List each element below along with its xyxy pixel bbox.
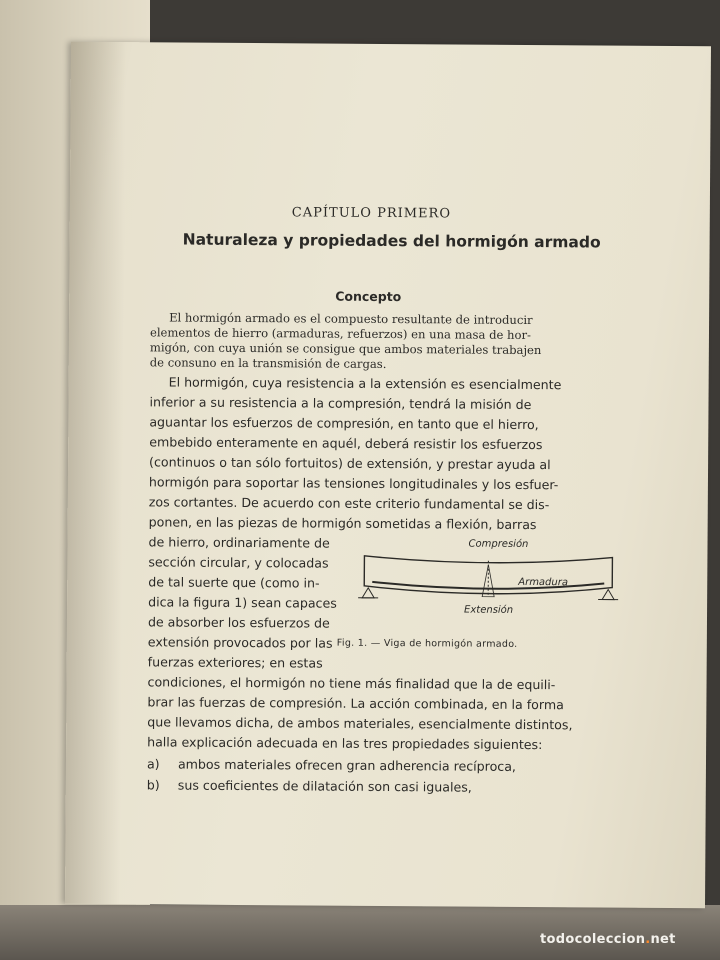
figure-caption: Fig. 1. — Viga de hormigón armado. (336, 637, 518, 650)
body-line: inferior a su resistencia a la compresión, tendrá la misión de (149, 394, 532, 412)
chapter-heading: CAPÍTULO PRIMERO (291, 205, 452, 222)
wrap-line: de tal suerte que (como in- (148, 574, 320, 591)
section-heading: Concepto (335, 288, 402, 305)
page-fold-shadow (65, 42, 126, 904)
after-line: brar las fuerzas de compresión. La acción combinada, en la forma (147, 694, 564, 713)
body-line: (continuos o tan sólo fortuitos) de extensión, y prestar ayuda al (149, 454, 551, 473)
wrap-line: sección circular, y colocadas (148, 554, 329, 571)
label-compresion: Compresión (468, 538, 529, 550)
list-item: sus coeficientes de dilatación son casi iguales, (177, 777, 472, 795)
label-armadura: Armadura (518, 576, 569, 589)
body-line: El hormigón, cuya resistencia a la extensión es esencialmente (168, 374, 562, 393)
list-item: ambos materiales ofrecen gran adherencia recíproca, (177, 756, 517, 774)
wrap-line: fuerzas exteriores; en estas (147, 654, 323, 671)
wrap-line: extensión provocados por las (147, 634, 333, 651)
wrap-line: dica la figura 1) sean capaces (148, 594, 337, 611)
intro-line: migón, con cuya unión se consigue que ambos materiales trabajen (149, 340, 542, 358)
chapter-title: Naturaleza y propiedades del hormigón armado (182, 230, 601, 252)
after-line: que llevamos dicha, de ambos materiales, esencialmente distintos, (147, 714, 573, 733)
body-line: aguantar los esfuerzos de compresión, en tanto que el hierro, (149, 414, 539, 433)
watermark-post: net (650, 932, 676, 947)
body-line: zos cortantes. De acuerdo con este criterio fundamental se dis- (148, 494, 550, 513)
watermark-pre: todocoleccion (540, 932, 646, 947)
body-line: ponen, en las piezas de hormigón sometidas a flexión, barras (148, 514, 537, 533)
watermark-dot: . (645, 932, 651, 947)
intro-line: de consuno en la transmisión de cargas. (149, 355, 387, 371)
list-marker: a) (146, 756, 160, 772)
intro-line: El hormigón armado es el compuesto resultante de introducir (169, 310, 533, 328)
list-marker: b) (146, 777, 160, 793)
after-line: halla explicación adecuada en las tres propiedades siguientes: (147, 734, 543, 753)
left-support (362, 588, 374, 598)
watermark (540, 932, 676, 947)
right-support (602, 589, 614, 599)
book-page (65, 42, 711, 908)
wrap-line: de hierro, ordinariamente de (148, 534, 330, 551)
label-extension: Extensión (464, 604, 514, 616)
intro-line: elementos de hierro (armaduras, refuerzos) en una masa de hor- (149, 325, 532, 342)
figure-beam (342, 534, 633, 628)
body-line: hormigón para soportar las tensiones longitudinales y los esfuer- (148, 474, 559, 493)
after-line: condiciones, el hormigón no tiene más finalidad que la de equili- (147, 674, 556, 693)
body-line: embebido enteramente en aquél, deberá resistir los esfuerzos (149, 434, 543, 453)
wrap-line: de absorber los esfuerzos de (147, 614, 330, 631)
